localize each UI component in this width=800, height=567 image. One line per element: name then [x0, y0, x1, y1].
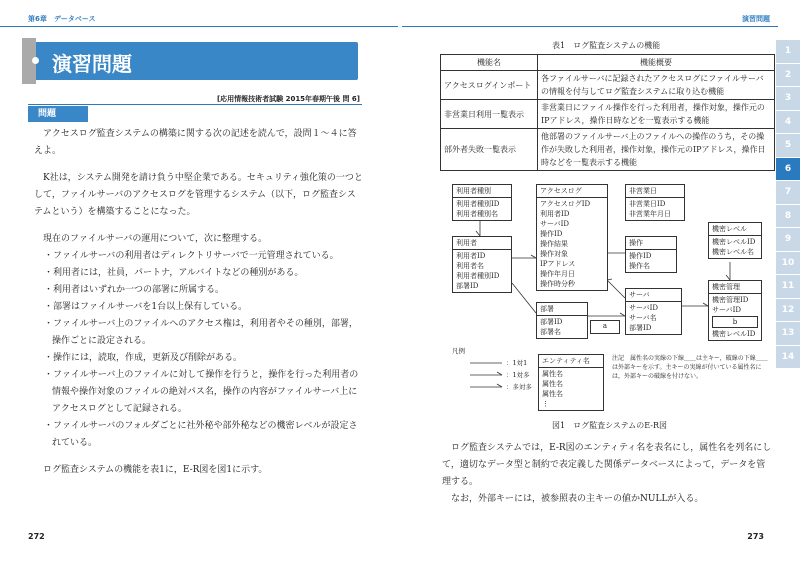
chapter-tab[interactable]: 12: [776, 299, 800, 322]
bullet-item: ・操作には，読取，作成，更新及び削除がある。: [44, 353, 243, 363]
chapter-tab[interactable]: 8: [776, 205, 800, 228]
entity-name: 機密管理: [709, 281, 761, 294]
entity-name: 操作: [626, 237, 676, 250]
legend-entity: [538, 354, 604, 411]
page-title: 演習問題: [52, 52, 132, 76]
left-page: [0, 0, 398, 567]
legend-1toN: ：1対多: [506, 371, 530, 379]
header-rule: [402, 26, 778, 27]
title-banner: [28, 42, 358, 80]
entity-attr: サーバ名: [629, 314, 657, 322]
section-header: 演習問題: [742, 15, 770, 23]
right-body: [442, 440, 774, 508]
header-rule: [0, 26, 398, 27]
entity-attr: 非営業年月日: [629, 210, 671, 218]
table-header-cell: 機能概要: [538, 55, 775, 71]
table-row: [441, 100, 775, 129]
table-cell: アクセスログインポート: [441, 71, 538, 100]
bullet-item: ・ファイルサーバのフォルダごとに社外秘や部外秘などの機密レベルが設定されている。: [44, 421, 358, 448]
entity-attr: 利用者名: [456, 262, 484, 270]
intro-paragraph: アクセスログ監査システムの構築に関する次の記述を読んで，設問１～４に答えよ。: [34, 129, 357, 156]
figure-caption: 図1 ログ監査システムのE-R図: [552, 421, 668, 430]
chapter-tab[interactable]: 14: [776, 346, 800, 369]
paragraph-2: 現在のファイルサーバの運用について，次に整理する。: [43, 234, 268, 244]
entity-operation: [625, 236, 677, 273]
chapter-tab[interactable]: 4: [776, 111, 800, 134]
paragraph-1: K社は，システム開発を請け負う中堅企業である。セキュリティ強化策の一つとして，ファイルサーバのアクセスログを管理するシステム（以下，ログ監査システムという）を構築することになった。: [34, 173, 363, 217]
entity-nonbusiness-day: [625, 184, 685, 221]
table-cell: 各ファイルサーバに記録されたアクセスログにファイルサーバの情報を付与してログ監査システムに取り込む機能: [538, 71, 775, 100]
entity-attr: ⋮: [542, 400, 549, 408]
entity-attr: 非営業日ID: [629, 200, 666, 208]
chapter-tab[interactable]: 2: [776, 64, 800, 87]
entity-name: 利用者種別: [453, 185, 511, 198]
entity-attr: 属性名: [542, 370, 563, 378]
chapter-tab[interactable]: 1: [776, 40, 800, 63]
chapter-tab[interactable]: 11: [776, 275, 800, 298]
entity-attr: 機密レベル名: [712, 248, 754, 256]
entity-attr: IPアドレス: [540, 260, 576, 268]
entity-attr: 機密管理ID: [712, 296, 749, 304]
entity-attr: アクセスログID: [540, 200, 591, 208]
entity-access-log: [536, 184, 608, 291]
chapter-tab[interactable]: 9: [776, 228, 800, 251]
blank-a: a: [590, 320, 620, 334]
entity-attr: 操作年月日: [540, 270, 575, 278]
entity-attr: 操作ID: [540, 230, 563, 238]
right-page: [402, 0, 800, 567]
chapter-tab-active[interactable]: 6: [776, 158, 800, 181]
entity-user-type: [452, 184, 512, 221]
entity-attr: 利用者ID: [540, 210, 570, 218]
entity-name: エンティティ名: [539, 355, 603, 368]
page-number-right: 273: [747, 532, 764, 541]
entity-attr: 操作対象: [540, 250, 568, 258]
question-body: [34, 126, 364, 479]
page-number-left: 272: [28, 532, 45, 541]
table-header-row: [441, 55, 775, 71]
blank-b: b: [712, 316, 758, 328]
entity-attr: 利用者種別ID: [456, 200, 500, 208]
table-caption: 表1 ログ監査システムの機能: [552, 41, 661, 50]
bullet-item: ・ファイルサーバ上のファイルへのアクセス権は，利用者やその種別，部署，操作ごとに設定される。: [44, 319, 358, 346]
table-cell: 非営業日にファイル操作を行った利用者，操作対象，操作元のIPアドレス，操作日時などを一覧表示する機能: [538, 100, 775, 129]
entity-secret-mgmt: [708, 280, 762, 341]
entity-attr: 部署ID: [540, 318, 563, 326]
paragraph-er: ログ監査システムでは，E-R図のエンティティ名を表名にし，属性名を列名にして，適切なデータ型と制約で表定義した関係データベースによって，データを管理する。: [442, 443, 772, 487]
chapter-header: 第6章 データベース: [28, 15, 96, 23]
entity-attr: 操作時分秒: [540, 280, 575, 288]
legend-note: 注記 属性名の実線の下線＿＿は主キー，破線の下線＿＿は外部キーを示す。主キーの実線が付いている属性名には，外部キーの破線を付けない。: [612, 355, 768, 380]
rel-log-server: [607, 280, 625, 298]
bullet-item: ・利用者には，社員，パートナ，アルバイトなどの種別がある。: [44, 268, 304, 278]
entity-attr: 部署名: [540, 328, 561, 336]
table-cell: 部外者失敗一覧表示: [441, 129, 538, 171]
paragraph-3: ログ監査システムの機能を表1に，E-R図を図1に示す。: [43, 465, 268, 475]
question-rule: [28, 104, 362, 105]
entity-name: サーバ: [626, 289, 681, 302]
entity-attr: 機密レベルID: [712, 330, 756, 338]
entity-name: 非営業日: [626, 185, 684, 198]
banner-dot: [32, 57, 39, 64]
entity-attr: 利用者種別ID: [456, 272, 500, 280]
chapter-tabs: [776, 40, 800, 369]
legend-NtoN: ：多対多: [506, 383, 532, 391]
entity-attr: 部署ID: [629, 324, 652, 332]
entity-attr: サーバID: [540, 220, 570, 228]
entity-attr: 属性名: [542, 390, 563, 398]
entity-attr: 操作ID: [629, 252, 652, 260]
entity-attr: 利用者種別名: [456, 210, 498, 218]
chapter-tab[interactable]: 13: [776, 322, 800, 345]
table-header-cell: 機能名: [441, 55, 538, 71]
entity-name: 部署: [537, 303, 587, 316]
chapter-tab[interactable]: 10: [776, 252, 800, 275]
entity-department: [536, 302, 588, 339]
entity-attr: サーバID: [629, 304, 659, 312]
legend-arrow: [497, 384, 502, 387]
bullet-item: ・利用者はいずれか一つの部署に所属する。: [44, 285, 225, 295]
entity-server: [625, 288, 682, 335]
exam-note: [応用情報技術者試験 2015年春期午後 問 6]: [216, 95, 360, 103]
bullet-item: ・部署はファイルサーバを1台以上保有している。: [44, 302, 248, 312]
legend-title: 凡例: [452, 347, 465, 355]
entity-attr: 属性名: [542, 380, 563, 388]
table-row: [441, 129, 775, 171]
table-row: [441, 71, 775, 100]
bullet-item: ・ファイルサーバの利用者はディレクトリサーバで一元管理されている。: [44, 251, 339, 261]
entity-attr: 操作結果: [540, 240, 568, 248]
entity-attr: 部署ID: [456, 282, 479, 290]
function-table: [440, 54, 775, 171]
entity-user: [452, 236, 512, 293]
legend-1to1: ：1対1: [506, 359, 528, 367]
entity-name: 利用者: [453, 237, 511, 250]
entity-attr: 利用者ID: [456, 252, 486, 260]
er-diagram: [450, 178, 780, 426]
rel-user-dept: [512, 283, 536, 313]
paragraph-fk: なお，外部キーには，被参照表の主キーの値かNULLが入る。: [451, 494, 704, 504]
legend-arrow: [497, 372, 502, 375]
bullet-item: ・ファイルサーバ上のファイルに対して操作を行うと，操作を行った利用者の情報や操作対象のファイルの絶対パス名，操作の内容がファイルサーバ上にアクセスログとして記録される。: [44, 370, 359, 414]
chapter-tab[interactable]: 3: [776, 87, 800, 110]
entity-attr: サーバID: [712, 306, 742, 314]
question-label: 問題: [28, 106, 88, 122]
entity-attr: 機密レベルID: [712, 238, 756, 246]
entity-attr: 操作名: [629, 262, 650, 270]
chapter-tab[interactable]: 5: [776, 134, 800, 157]
entity-secret-level: [708, 222, 762, 259]
table-cell: 非営業日利用一覧表示: [441, 100, 538, 129]
table-cell: 他部署のファイルサーバ上のファイルへの操作のうち，その操作が失敗した利用者，操作対象，操作元のIPアドレス，操作日時などを一覧表示する機能: [538, 129, 775, 171]
entity-name: アクセスログ: [537, 185, 607, 198]
chapter-tab[interactable]: 7: [776, 181, 800, 204]
entity-name: 機密レベル: [709, 223, 761, 236]
